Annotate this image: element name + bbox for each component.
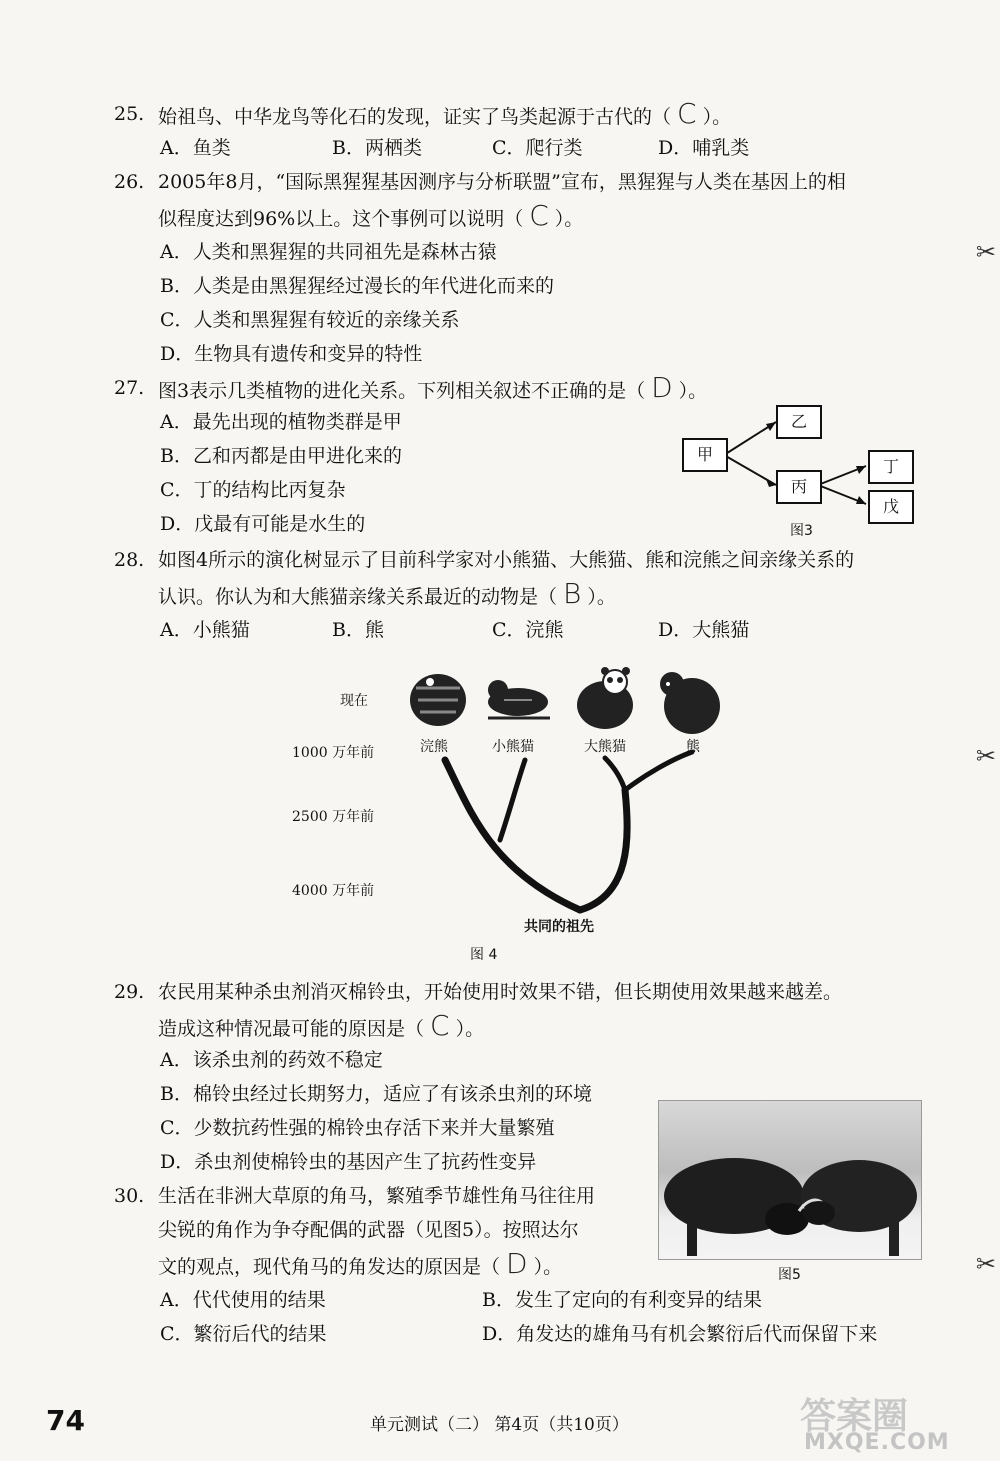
q26-stem-text: 似程度达到96%以上。这个事例可以说明（ xyxy=(158,208,524,230)
watermark-logo: 答案圈 xyxy=(800,1396,909,1437)
q30-option-b: B．发生了定向的有利变异的结果 xyxy=(482,1289,762,1311)
q30-option-c: C．繁衍后代的结果 xyxy=(160,1323,327,1345)
q26-number: 26. xyxy=(114,171,145,193)
q25-answer: C xyxy=(677,97,697,130)
q28-option-c: C．浣熊 xyxy=(492,619,564,641)
q29-close: ）。 xyxy=(455,1018,485,1040)
tree-label-10m: 1000 万年前 xyxy=(292,745,375,761)
figure4-tree xyxy=(400,660,740,930)
q27-option-b: B．乙和丙都是由甲进化来的 xyxy=(160,445,402,467)
q25-option-d: D．哺乳类 xyxy=(658,137,750,159)
tree-animal-raccoon: 浣熊 xyxy=(420,739,448,755)
q30-option-a: A．代代使用的结果 xyxy=(160,1289,326,1311)
figure3-caption: 图3 xyxy=(790,523,813,539)
tree-animal-giant-panda: 大熊猫 xyxy=(584,739,626,755)
page-number: 74 xyxy=(46,1404,85,1437)
watermark-url: MXQE.COM xyxy=(804,1430,950,1455)
figure5-photo xyxy=(658,1100,922,1260)
q28-option-b: B．熊 xyxy=(332,619,384,641)
q25-option-a: A．鱼类 xyxy=(160,137,231,159)
q30-stem-line1: 生活在非洲大草原的角马，繁殖季节雄性角马往往用 xyxy=(158,1185,596,1207)
footer-text: 单元测试（二） 第4页（共10页） xyxy=(370,1415,629,1435)
q25-number: 25. xyxy=(114,103,145,125)
q29-answer: C xyxy=(430,1009,450,1042)
red-panda-icon xyxy=(488,680,550,718)
q29-option-a: A．该杀虫剂的药效不稳定 xyxy=(160,1049,383,1071)
q27-number: 27. xyxy=(114,377,145,399)
q28-stem-line2 xyxy=(158,577,616,611)
diagram-node-bing: 丙 xyxy=(776,470,822,504)
figure5-caption: 图5 xyxy=(778,1267,801,1283)
q29-stem-line1: 农民用某种杀虫剂消灭棉铃虫，开始使用时效果不错，但长期使用效果越来越差。 xyxy=(158,981,843,1003)
q26-answer: C xyxy=(529,199,549,232)
q29-option-b: B．棉铃虫经过长期努力，适应了有该杀虫剂的环境 xyxy=(160,1083,592,1105)
q26-option-a: A．人类和黑猩猩的共同祖先是森林古猿 xyxy=(160,241,497,263)
q26-option-d: D．生物具有遗传和变异的特性 xyxy=(160,343,423,365)
q28-option-a: A．小熊猫 xyxy=(160,619,250,641)
q26-stem-line1: 2005年8月，“国际黑猩猩基因测序与分析联盟”宣布，黑猩猩与人类在基因上的相 xyxy=(158,171,846,193)
q30-stem-text: 文的观点，现代角马的角发达的原因是（ xyxy=(158,1256,501,1278)
q30-answer: D xyxy=(506,1247,528,1280)
q27-close: ）。 xyxy=(678,380,708,402)
q27-stem xyxy=(158,371,708,405)
q30-close: ）。 xyxy=(533,1256,563,1278)
q27-answer: D xyxy=(651,371,673,404)
q30-option-d: D．角发达的雄角马有机会繁衍后代而保留下来 xyxy=(482,1323,878,1345)
q26-stem-line2 xyxy=(158,199,584,233)
tree-label-now: 现在 xyxy=(340,693,368,709)
scissors-icon: ✂ xyxy=(975,1250,996,1278)
diagram-node-jia: 甲 xyxy=(682,438,728,472)
q25-option-c: C．爬行类 xyxy=(492,137,583,159)
q29-stem-text: 造成这种情况最可能的原因是（ xyxy=(158,1018,425,1040)
q28-stem-line1: 如图4所示的演化树显示了目前科学家对小熊猫、大熊猫、熊和浣熊之间亲缘关系的 xyxy=(158,549,855,571)
giant-panda-icon xyxy=(577,667,633,729)
q27-option-c: C．丁的结构比丙复杂 xyxy=(160,479,346,501)
q27-stem-text: 图3表示几类植物的进化关系。下列相关叙述不正确的是（ xyxy=(158,380,646,402)
diagram-node-ding: 丁 xyxy=(868,450,914,484)
q29-option-d: D．杀虫剂使棉铃虫的基因产生了抗药性变异 xyxy=(160,1151,537,1173)
tree-label-40m: 4000 万年前 xyxy=(292,883,375,899)
tree-animal-bear: 熊 xyxy=(686,739,700,755)
q25-stem xyxy=(158,97,732,131)
q28-close: ）。 xyxy=(587,586,616,608)
q29-stem-line2 xyxy=(158,1009,485,1043)
q25-option-b: B．两栖类 xyxy=(332,137,422,159)
tree-animal-red-panda: 小熊猫 xyxy=(492,739,534,755)
diagram-node-wu: 戊 xyxy=(868,490,914,524)
raccoon-icon xyxy=(410,674,466,726)
tree-label-25m: 2500 万年前 xyxy=(292,809,375,825)
q30-number: 30. xyxy=(114,1185,145,1207)
q29-number: 29. xyxy=(114,981,145,1003)
q26-option-c: C．人类和黑猩猩有较近的亲缘关系 xyxy=(160,309,460,331)
q30-stem-line2: 尖锐的角作为争夺配偶的武器（见图5）。按照达尔 xyxy=(158,1219,579,1241)
figure4-caption: 图 4 xyxy=(470,947,498,963)
q28-answer: B xyxy=(563,577,582,610)
diagram-node-yi: 乙 xyxy=(776,405,822,439)
scissors-icon: ✂ xyxy=(975,238,996,266)
q30-stem-line3 xyxy=(158,1247,563,1281)
wildebeest-fight-icon xyxy=(659,1101,921,1259)
q25-stem-text: 始祖鸟、中华龙鸟等化石的发现，证实了鸟类起源于古代的（ xyxy=(158,106,672,128)
bear-icon xyxy=(660,672,720,734)
q29-option-c: C．少数抗药性强的棉铃虫存活下来并大量繁殖 xyxy=(160,1117,555,1139)
q28-stem-text: 认识。你认为和大熊猫亲缘关系最近的动物是（ xyxy=(158,586,558,608)
q28-option-d: D．大熊猫 xyxy=(658,619,750,641)
q26-option-b: B．人类是由黑猩猩经过漫长的年代进化而来的 xyxy=(160,275,554,297)
scissors-icon: ✂ xyxy=(975,742,996,770)
q28-number: 28. xyxy=(114,549,145,571)
tree-root-label: 共同的祖先 xyxy=(524,919,594,935)
q26-close: ）。 xyxy=(554,208,584,230)
q27-option-a: A．最先出现的植物类群是甲 xyxy=(160,411,402,433)
q27-option-d: D．戊最有可能是水生的 xyxy=(160,513,366,535)
q25-close: ）。 xyxy=(702,106,732,128)
